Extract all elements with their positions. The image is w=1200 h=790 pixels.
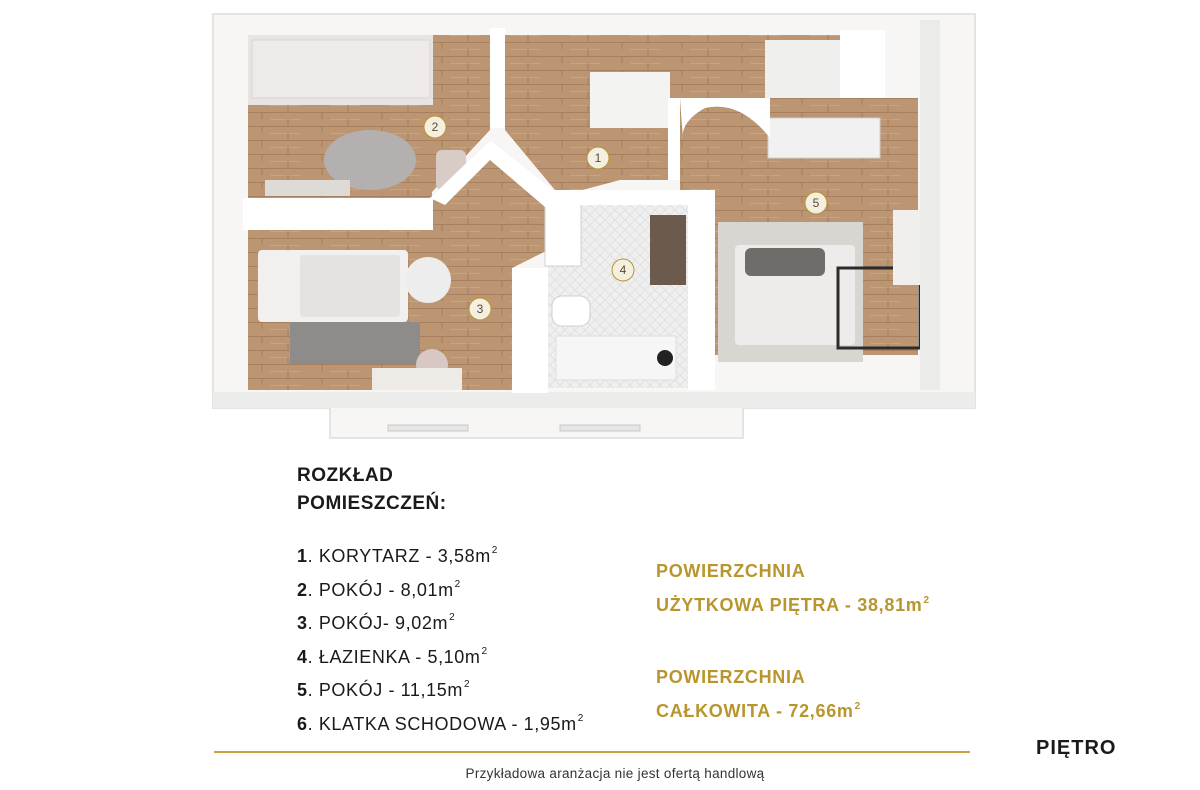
usable-area-value: UŻYTKOWA PIĘTRA - $38,81m^2$: [656, 595, 930, 615]
unit-exponent: 2: [449, 612, 456, 623]
unit-exponent: 2: [577, 712, 584, 724]
room-list-item: [297, 672, 584, 706]
room-description: . POKÓJ- 9,02m: [307, 613, 449, 633]
unit-exponent: 2: [454, 578, 461, 590]
room-4-floor: [545, 198, 688, 388]
room-marker-3: [469, 298, 491, 320]
room-marker-label-4: 4: [619, 263, 627, 277]
room-number: 6: [297, 713, 308, 734]
room-description: . KORYTARZ - 3,58m: [307, 546, 491, 566]
room-description: . KLATKA SCHODOWA - 1,95m: [307, 713, 577, 734]
room-marker-label-3: 3: [476, 302, 484, 316]
room-list-item: [297, 706, 584, 740]
room-marker-1: [587, 147, 609, 169]
room-description: . POKÓJ - 11,15m: [307, 680, 463, 700]
gold-divider: [214, 751, 970, 753]
room-list-item: [297, 538, 584, 572]
room-marker-label-2: 2: [431, 120, 439, 134]
floor-label: PIĘTRO: [1036, 737, 1117, 759]
unit-exponent: 2: [854, 701, 861, 712]
room-list-item: [297, 605, 584, 639]
room-description: . ŁAZIENKA - 5,10m: [307, 646, 481, 667]
total-area-summary: [656, 662, 861, 726]
unit-exponent: 2: [463, 679, 471, 690]
unit-exponent: 2: [481, 645, 488, 657]
room-marker-label-1: 1: [594, 151, 602, 165]
room-list-item: [297, 572, 584, 606]
total-area-value: CAŁKOWITA - $72,66m^2$: [656, 701, 861, 721]
unit-exponent: 2: [491, 545, 498, 556]
room-number: 1: [297, 546, 308, 566]
room-list: [297, 538, 584, 739]
total-area-label: POWIERZCHNIA: [656, 667, 806, 687]
legend-title-line-1: ROZKŁAD: [297, 465, 394, 486]
room-description: . POKÓJ - 8,01m: [307, 579, 454, 600]
legend-title: [297, 462, 447, 518]
room-2-floor: [248, 35, 490, 198]
room-number: 5: [297, 680, 308, 700]
room-marker-2: [424, 116, 446, 138]
room-marker-4: [612, 259, 634, 281]
room-marker-5: [805, 192, 827, 214]
room-number: 4: [297, 646, 308, 667]
room-list-item: [297, 639, 584, 673]
usable-area-label: POWIERZCHNIA: [656, 561, 806, 581]
room-number: 2: [297, 579, 308, 600]
room-number: 3: [297, 613, 308, 633]
room-marker-label-5: 5: [812, 196, 820, 210]
disclaimer-text: Przykładowa aranżacja nie jest ofertą handlową: [465, 766, 765, 781]
usable-area-summary: [656, 556, 930, 620]
legend-title-line-2: POMIESZCZEŃ:: [297, 493, 447, 514]
unit-exponent: 2: [923, 595, 930, 606]
